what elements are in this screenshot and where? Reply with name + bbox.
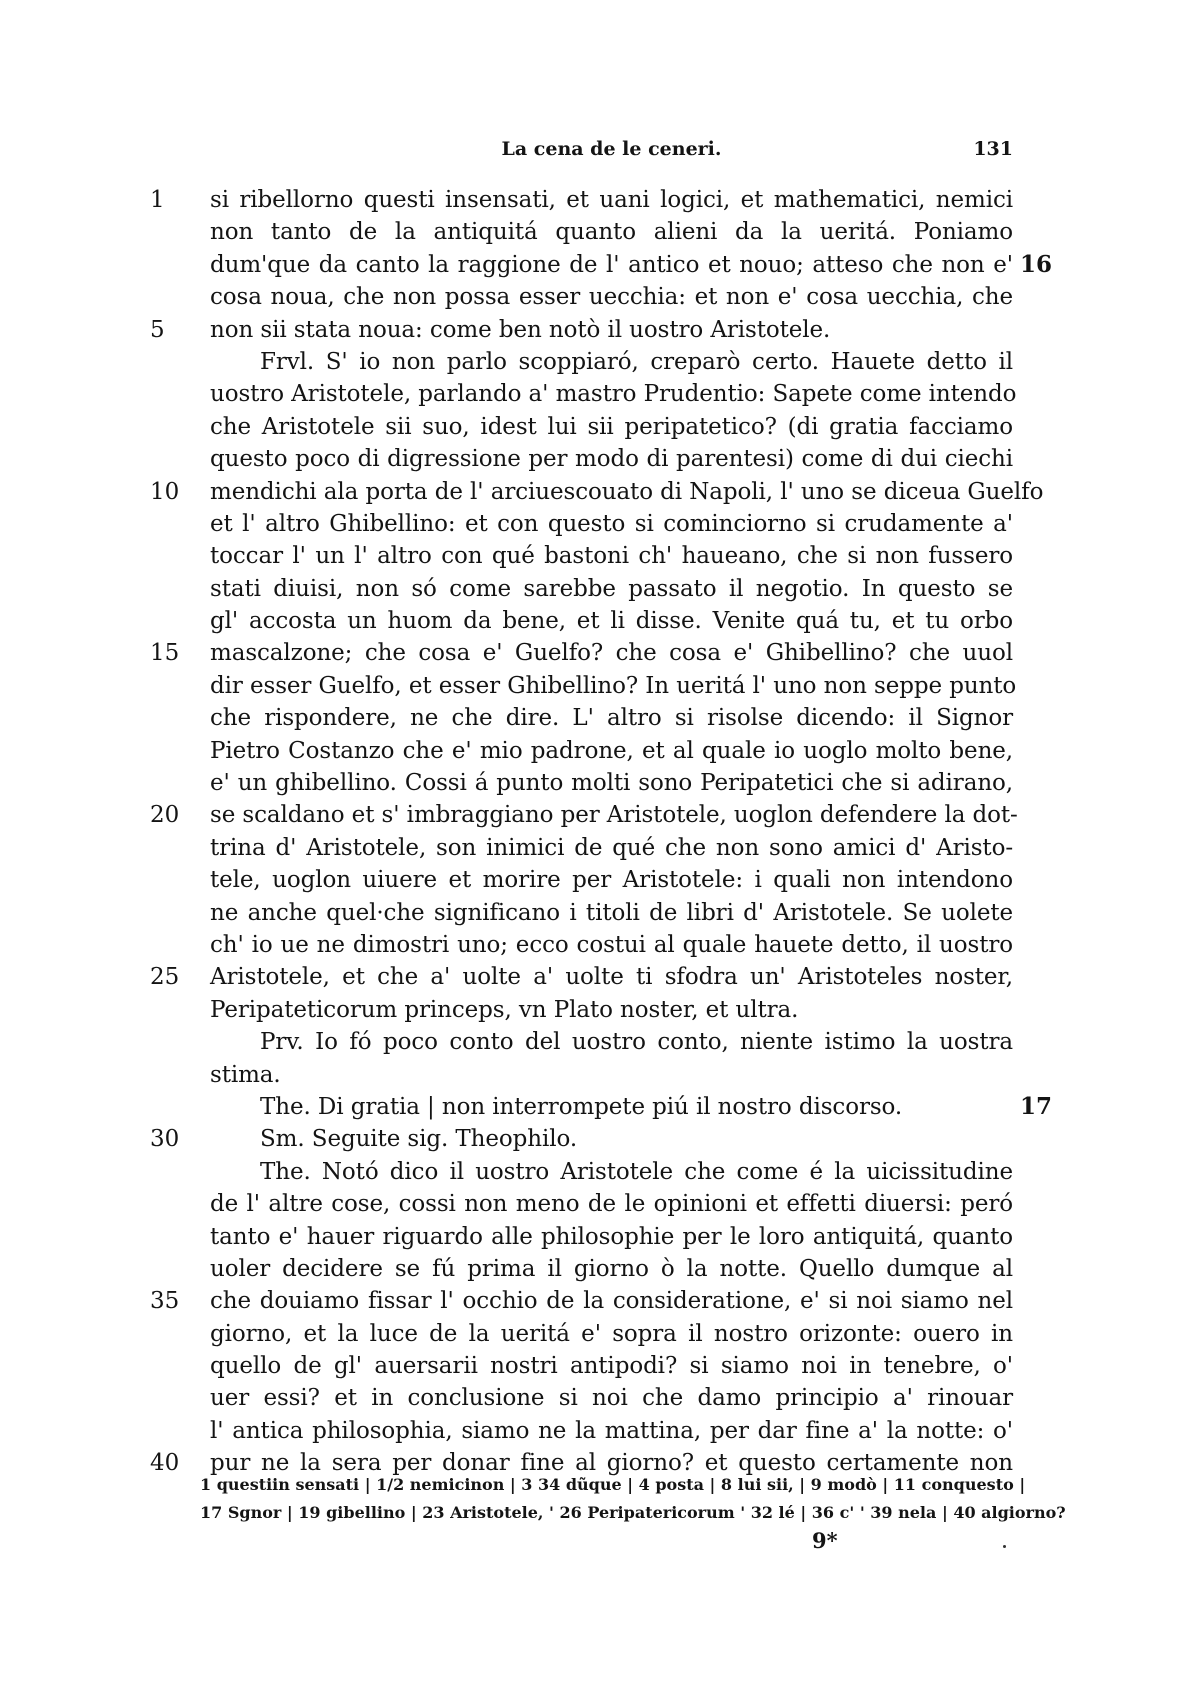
line-text: l' antica philosophia, siamo ne la mattina, per dar fine a' la notte: o' xyxy=(210,1417,1013,1444)
text-line xyxy=(0,1091,1189,1123)
line-text: uostro Aristotele, parlando a' mastro Prudentio: Sapete come intendo xyxy=(210,381,1017,408)
text-line xyxy=(0,864,1189,896)
line-text: dum'que da canto la raggione de l' antico et nouo; atteso che non e' xyxy=(210,251,1013,278)
text-line xyxy=(0,1188,1189,1220)
line-text: tele, uoglon uiuere et morire per Aristotele: i quali non intendono xyxy=(210,867,1013,894)
line-text: stima. xyxy=(210,1061,281,1088)
text-line xyxy=(0,378,1189,410)
line-text: Pietro Costanzo che e' mio padrone, et al quale io uoglo molto bene, xyxy=(210,737,1013,764)
text-line xyxy=(0,443,1189,475)
text-line xyxy=(0,767,1189,799)
line-number: 5 xyxy=(150,316,165,343)
line-text: de l' altre cose, cossi non meno de le opinioni et effetti diuersi: peró xyxy=(210,1191,1013,1218)
text-line xyxy=(0,476,1189,508)
line-number: 20 xyxy=(150,802,180,829)
footnotes xyxy=(200,1471,1066,1527)
line-text: questo poco di digressione per modo di parentesi) come di dui ciechi xyxy=(210,446,1013,473)
text-line xyxy=(0,1221,1189,1253)
line-text: si ribellorno questi insensati, et uani logici, et mathematici, nemici xyxy=(210,187,1013,213)
text-line xyxy=(0,929,1189,961)
text-line xyxy=(0,1415,1189,1447)
text-line xyxy=(0,637,1189,669)
line-text: toccar l' un l' altro con qué bastoni ch' haueano, che si non fussero xyxy=(210,543,1013,570)
text-line xyxy=(0,1059,1189,1091)
text-line xyxy=(0,1026,1189,1058)
text-line xyxy=(0,702,1189,734)
line-text: Aristotele, et che a' uolte a' uolte ti sfodra un' Aristoteles noster, xyxy=(210,964,1013,991)
text-line xyxy=(0,897,1189,929)
line-text: ne anche quel·che significano i titoli de libri d' Aristotele. Se uolete xyxy=(210,899,1013,926)
text-line xyxy=(0,411,1189,443)
line-text: dir esser Guelfo, et esser Ghibellino? In ueritá l' uno non seppe punto xyxy=(210,672,1017,699)
text-block xyxy=(0,184,1189,1480)
line-text: tanto e' hauer riguardo alle philosophie per le loro antiquitá, quanto xyxy=(210,1223,1013,1250)
text-line xyxy=(0,1156,1189,1188)
running-head: La cena de le ceneri. xyxy=(501,138,722,160)
text-line xyxy=(0,994,1189,1026)
line-text: mendichi ala porta de l' arciuescouato di Napoli, l' uno se diceua Guelfo xyxy=(210,478,1044,505)
text-line xyxy=(0,832,1189,864)
line-text: Peripateticorum princeps, vn Plato noster, et ultra. xyxy=(210,996,799,1023)
line-number: 10 xyxy=(150,478,180,505)
line-number: 40 xyxy=(150,1450,180,1477)
text-line xyxy=(0,314,1189,346)
line-text: Sm. Seguite sig. Theophilo. xyxy=(260,1126,578,1153)
text-line xyxy=(0,184,1189,216)
margin-page-marker: 16 xyxy=(1020,250,1053,278)
text-line xyxy=(0,670,1189,702)
line-text: cosa noua, che non possa esser uecchia: et non e' cosa uecchia, che xyxy=(210,284,1013,311)
line-text: non sii stata noua: come ben notò il uostro Aristotele. xyxy=(210,316,831,343)
text-line xyxy=(0,508,1189,540)
line-text: se scaldano et s' imbraggiano per Aristotele, uoglon defendere la dot- xyxy=(210,802,1018,829)
page-number: 131 xyxy=(973,138,1013,160)
line-text: Frvl. S' io non parlo scoppiaró, creparò certo. Hauete detto il xyxy=(260,348,1013,375)
line-text: giorno, et la luce de la ueritá e' sopra il nostro orizonte: ouero in xyxy=(210,1320,1013,1347)
line-text: uoler decidere se fú prima il giorno ò la notte. Quello dumque al xyxy=(210,1255,1013,1282)
line-text: mascalzone; che cosa e' Guelfo? che cosa e' Ghibellino? che uuol xyxy=(210,640,1013,667)
line-text: che douiamo fissar l' occhio de la consideratione, e' si noi siamo nel xyxy=(210,1288,1013,1315)
line-text: gl' accosta un huom da bene, et li disse. Venite quá tu, et tu orbo xyxy=(210,608,1013,635)
line-text: The. Notó dico il uostro Aristotele che come é la uicissitudine xyxy=(260,1158,1013,1185)
line-text: Prv. Io fó poco conto del uostro conto, niente istimo la uostra xyxy=(260,1029,1013,1056)
speck xyxy=(1003,1545,1006,1548)
line-text: quello de gl' auersarii nostri antipodi? si siamo noi in tenebre, o' xyxy=(210,1353,1013,1380)
text-line xyxy=(0,281,1189,313)
line-text: e' un ghibellino. Cossi á punto molti sono Peripatetici che si adirano, xyxy=(210,770,1013,797)
line-text: ch' io ue ne dimostri uno; ecco costui al quale hauete detto, il uostro xyxy=(210,931,1013,958)
text-line xyxy=(0,540,1189,572)
line-text: che rispondere, ne che dire. L' altro si risolse dicendo: il Signor xyxy=(210,705,1013,732)
text-line xyxy=(0,1285,1189,1317)
text-line xyxy=(0,1318,1189,1350)
line-text: The. Di gratia | non interrompete piú il nostro discorso. xyxy=(260,1093,903,1120)
text-line xyxy=(0,605,1189,637)
line-text: trina d' Aristotele, son inimici de qué che non sono amici d' Aristo- xyxy=(210,834,1013,861)
text-line xyxy=(0,573,1189,605)
text-line xyxy=(0,1350,1189,1382)
line-number: 15 xyxy=(150,640,180,667)
line-text: che Aristotele sii suo, idest lui sii peripatetico? (di gratia facciamo xyxy=(210,413,1013,440)
footnote-line: 17 Sgnor | 19 gibellino | 23 Aristotele, ' 26 Peripatericorum ' 32 lé | 36 c' ' 39 nela | 40 algiorno? xyxy=(200,1503,1066,1522)
signature-mark: 9* xyxy=(812,1528,838,1553)
margin-page-marker: 17 xyxy=(1020,1092,1053,1120)
text-line xyxy=(0,1382,1189,1414)
line-text: uer essi? et in conclusione si noi che damo principio a' rinouar xyxy=(210,1385,1013,1412)
text-line xyxy=(0,1123,1189,1155)
text-line xyxy=(0,216,1189,248)
line-text: et l' altro Ghibellino: et con questo si cominciorno si crudamente a' xyxy=(210,510,1013,537)
text-line xyxy=(0,961,1189,993)
line-number: 25 xyxy=(150,964,180,991)
text-line xyxy=(0,1253,1189,1285)
line-number: 35 xyxy=(150,1288,180,1315)
line-text: pur ne la sera per donar fine al giorno? et questo certamente non xyxy=(210,1450,1013,1477)
text-line xyxy=(0,346,1189,378)
text-line xyxy=(0,799,1189,831)
line-text: stati diuisi, non só come sarebbe passato il negotio. In questo se xyxy=(210,575,1013,602)
line-number: 30 xyxy=(150,1126,180,1153)
line-text: non tanto de la antiquitá quanto alieni da la ueritá. Poniamo xyxy=(210,219,1013,246)
text-line xyxy=(0,735,1189,767)
line-number: 1 xyxy=(150,187,165,213)
footnote-line: 1 questiin sensati | 1/2 nemicinon | 3 34 dũque | 4 posta | 8 lui sii, | 9 modò | 11 conquesto | xyxy=(200,1475,1026,1494)
text-line xyxy=(0,249,1189,281)
